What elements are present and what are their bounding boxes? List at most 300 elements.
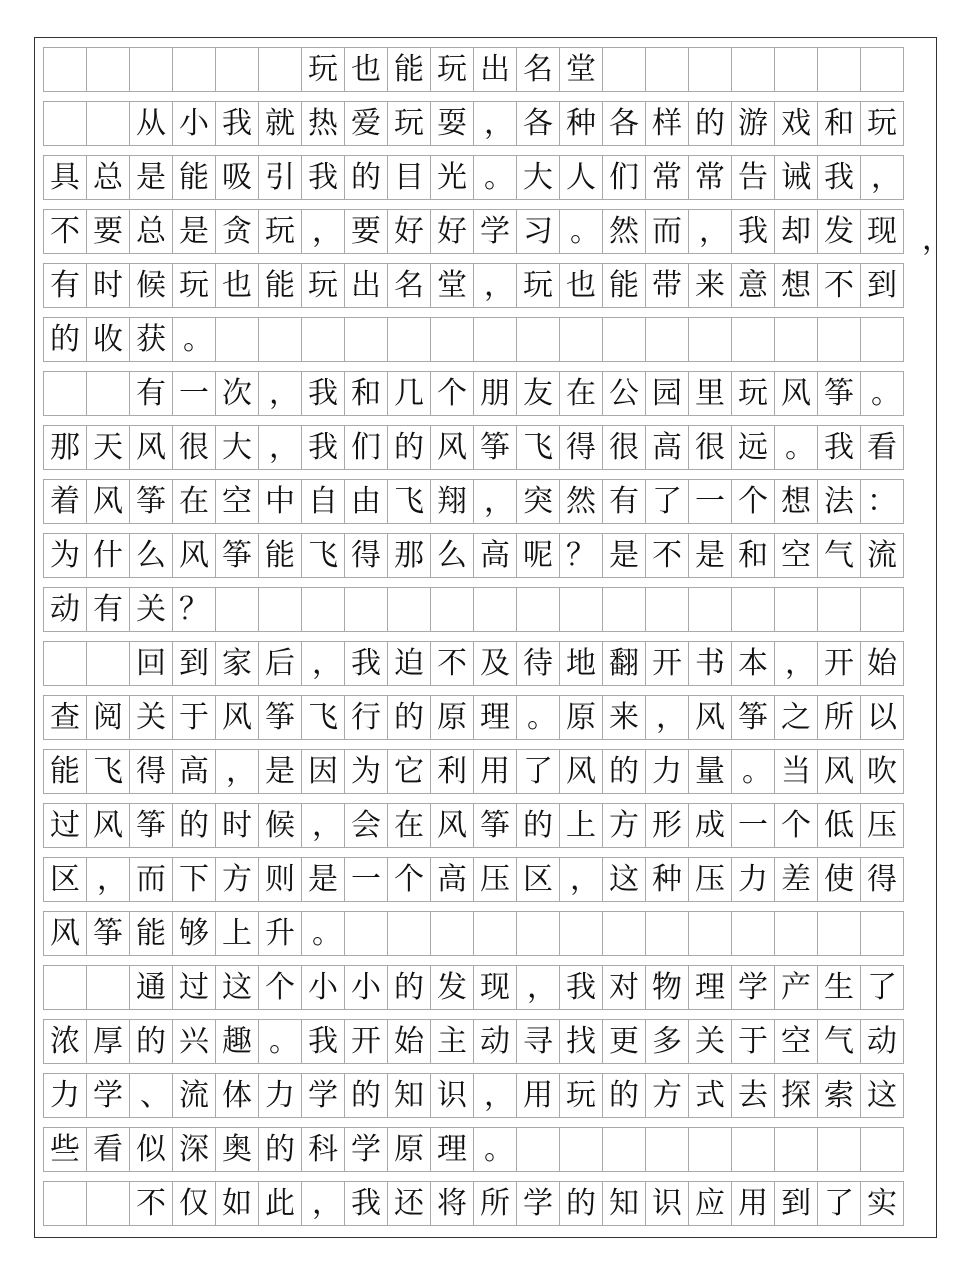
grid-cell: 趣	[215, 1019, 259, 1064]
grid-cell: 的	[602, 749, 646, 794]
grid-cell: 和	[731, 533, 775, 578]
grid-cell	[387, 911, 431, 956]
grid-cell: 高	[645, 425, 689, 470]
grid-cell: 所	[473, 1181, 517, 1226]
grid-cell: 下	[172, 857, 216, 902]
text-row	[43, 587, 903, 632]
grid-cell: 以	[860, 695, 904, 740]
grid-cell: 学	[344, 1127, 388, 1172]
grid-cell: 的	[344, 1073, 388, 1118]
grid-cell: 到	[172, 641, 216, 686]
grid-cell: 物	[645, 965, 689, 1010]
grid-cell: 。	[301, 911, 345, 956]
grid-cell: 园	[645, 371, 689, 416]
grid-cell: 来	[688, 263, 732, 308]
grid-cell: 吹	[860, 749, 904, 794]
grid-cell	[731, 47, 775, 92]
grid-cell: ？	[559, 533, 603, 578]
grid-cell: 好	[430, 209, 474, 254]
grid-cell: 一	[172, 371, 216, 416]
grid-cell: 用	[731, 1181, 775, 1226]
grid-cell	[731, 1127, 775, 1172]
grid-cell: 方	[645, 1073, 689, 1118]
grid-cell	[774, 1127, 818, 1172]
grid-cell: 这	[860, 1073, 904, 1118]
grid-cell: 风	[688, 695, 732, 740]
grid-cell: 戏	[774, 101, 818, 146]
grid-cell: 能	[602, 263, 646, 308]
grid-cell: 力	[43, 1073, 87, 1118]
grid-cell	[215, 317, 259, 362]
grid-cell: 吸	[215, 155, 259, 200]
grid-cell: 压	[860, 803, 904, 848]
grid-cell	[516, 317, 560, 362]
grid-cell: 开	[817, 641, 861, 686]
grid-cell	[86, 1181, 130, 1226]
grid-cell: 能	[129, 911, 173, 956]
grid-cell: 们	[602, 155, 646, 200]
grid-cell: 贪	[215, 209, 259, 254]
grid-cell: 的	[387, 695, 431, 740]
grid-cell: ，	[645, 695, 689, 740]
grid-cell: 着	[43, 479, 87, 524]
grid-cell: 我	[817, 155, 861, 200]
grid-cell: 深	[172, 1127, 216, 1172]
grid-cell: 获	[129, 317, 173, 362]
grid-cell: 看	[86, 1127, 130, 1172]
grid-cell	[645, 587, 689, 632]
grid-cell: 也	[559, 263, 603, 308]
grid-cell: 它	[387, 749, 431, 794]
grid-cell: 玩	[301, 47, 345, 92]
grid-cell: 现	[860, 209, 904, 254]
grid-cell: 那	[387, 533, 431, 578]
grid-cell: 小	[172, 101, 216, 146]
grid-cell: ，	[473, 101, 517, 146]
grid-cell: 要	[344, 209, 388, 254]
grid-cell: ，	[301, 641, 345, 686]
grid-cell: 不	[645, 533, 689, 578]
grid-cell: 友	[516, 371, 560, 416]
grid-cell: 。	[731, 749, 775, 794]
grid-cell: 玩	[172, 263, 216, 308]
grid-cell: 风	[172, 533, 216, 578]
grid-cell: 方	[215, 857, 259, 902]
grid-cell	[43, 101, 87, 146]
grid-cell: 次	[215, 371, 259, 416]
grid-cell: 玩	[258, 209, 302, 254]
grid-cell: 风	[215, 695, 259, 740]
grid-cell: 风	[129, 425, 173, 470]
grid-cell: 如	[215, 1181, 259, 1226]
grid-cell: 动	[43, 587, 87, 632]
grid-cell: 堂	[430, 263, 474, 308]
grid-cell	[516, 587, 560, 632]
grid-cell: 能	[387, 47, 431, 92]
grid-cell: 筝	[215, 533, 259, 578]
grid-cell: 是	[301, 857, 345, 902]
text-row	[43, 155, 903, 200]
grid-cell: 是	[258, 749, 302, 794]
grid-cell: 现	[473, 965, 517, 1010]
grid-cell: 所	[817, 695, 861, 740]
grid-cell: 中	[258, 479, 302, 524]
grid-cell: 去	[731, 1073, 775, 1118]
grid-cell: 能	[258, 533, 302, 578]
grid-cell: 筝	[258, 695, 302, 740]
grid-cell	[473, 317, 517, 362]
grid-cell: 翔	[430, 479, 474, 524]
grid-cell: 由	[344, 479, 388, 524]
text-row	[43, 857, 903, 902]
grid-cell: 开	[344, 1019, 388, 1064]
grid-cell: 种	[559, 101, 603, 146]
grid-cell: 候	[129, 263, 173, 308]
grid-cell	[731, 911, 775, 956]
grid-cell: 是	[688, 533, 732, 578]
grid-cell: 意	[731, 263, 775, 308]
grid-cell: 找	[559, 1019, 603, 1064]
grid-cell: 开	[645, 641, 689, 686]
grid-cell: 知	[387, 1073, 431, 1118]
grid-cell	[86, 965, 130, 1010]
grid-cell: 体	[215, 1073, 259, 1118]
grid-cell: 热	[301, 101, 345, 146]
grid-cell	[129, 47, 173, 92]
grid-cell: 飞	[301, 695, 345, 740]
grid-cell: 风	[43, 911, 87, 956]
grid-cell: 理	[473, 695, 517, 740]
grid-cell: 我	[215, 101, 259, 146]
grid-cell: 流	[172, 1073, 216, 1118]
grid-cell	[473, 587, 517, 632]
grid-cell: 学	[473, 209, 517, 254]
grid-cell: 关	[129, 695, 173, 740]
grid-cell: 用	[516, 1073, 560, 1118]
grid-cell: ，	[473, 263, 517, 308]
grid-cell: 空	[215, 479, 259, 524]
text-row	[43, 479, 903, 524]
grid-cell: 当	[774, 749, 818, 794]
grid-cell	[559, 587, 603, 632]
grid-cell: 过	[43, 803, 87, 848]
grid-cell: 们	[344, 425, 388, 470]
grid-cell: 天	[86, 425, 130, 470]
grid-cell: 么	[430, 533, 474, 578]
grid-cell: 个	[430, 371, 474, 416]
grid-cell: 是	[172, 209, 216, 254]
grid-cell	[301, 317, 345, 362]
grid-cell: 时	[86, 263, 130, 308]
grid-cell: 本	[731, 641, 775, 686]
grid-cell	[817, 587, 861, 632]
grid-cell: 也	[215, 263, 259, 308]
grid-cell: 小	[344, 965, 388, 1010]
grid-cell: 风	[817, 749, 861, 794]
grid-cell: 筝	[817, 371, 861, 416]
grid-cell	[215, 587, 259, 632]
grid-cell: 收	[86, 317, 130, 362]
grid-cell: ，	[215, 749, 259, 794]
grid-cell: 学	[86, 1073, 130, 1118]
grid-cell: ，	[86, 857, 130, 902]
grid-cell: 力	[731, 857, 775, 902]
grid-cell: 。	[172, 317, 216, 362]
grid-cell: 来	[602, 695, 646, 740]
grid-cell: 关	[129, 587, 173, 632]
grid-cell: 爱	[344, 101, 388, 146]
grid-cell	[645, 47, 689, 92]
grid-cell	[516, 1127, 560, 1172]
text-row	[43, 1019, 903, 1064]
grid-cell	[86, 47, 130, 92]
grid-cell: 书	[688, 641, 732, 686]
grid-cell: 筝	[473, 803, 517, 848]
grid-cell: 实	[860, 1181, 904, 1226]
grid-cell	[860, 317, 904, 362]
grid-cell: 原	[430, 695, 474, 740]
grid-cell: 有	[602, 479, 646, 524]
text-row	[43, 965, 903, 1010]
grid-cell: 使	[817, 857, 861, 902]
grid-cell: 似	[129, 1127, 173, 1172]
grid-cell: 在	[172, 479, 216, 524]
grid-cell: 升	[258, 911, 302, 956]
grid-cell: 风	[559, 749, 603, 794]
grid-cell: 用	[473, 749, 517, 794]
grid-cell: 产	[774, 965, 818, 1010]
grid-cell	[817, 1127, 861, 1172]
grid-cell: 厚	[86, 1019, 130, 1064]
grid-cell: 常	[688, 155, 732, 200]
grid-cell: 筝	[129, 803, 173, 848]
grid-cell: 原	[559, 695, 603, 740]
grid-cell: 时	[215, 803, 259, 848]
grid-cell: 对	[602, 965, 646, 1010]
grid-cell	[817, 47, 861, 92]
grid-cell	[86, 641, 130, 686]
grid-cell: 我	[817, 425, 861, 470]
grid-cell: 各	[602, 101, 646, 146]
grid-cell: 一	[688, 479, 732, 524]
grid-cell: 飞	[86, 749, 130, 794]
grid-cell: 我	[731, 209, 775, 254]
grid-cell: 的	[129, 1019, 173, 1064]
grid-cell	[258, 47, 302, 92]
grid-cell: 动	[473, 1019, 517, 1064]
grid-cell: 的	[344, 155, 388, 200]
grid-cell	[344, 911, 388, 956]
grid-cell: 飞	[387, 479, 431, 524]
grid-cell: 区	[43, 857, 87, 902]
grid-cell: 高	[430, 857, 474, 902]
grid-cell: 够	[172, 911, 216, 956]
grid-cell: 想	[774, 479, 818, 524]
grid-cell: 为	[344, 749, 388, 794]
grid-cell: 高	[172, 749, 216, 794]
grid-cell: 能	[172, 155, 216, 200]
grid-cell: 诫	[774, 155, 818, 200]
grid-cell: 奥	[215, 1127, 259, 1172]
grid-cell: 后	[258, 641, 302, 686]
grid-cell: 不	[817, 263, 861, 308]
grid-cell: 是	[602, 533, 646, 578]
grid-cell	[172, 47, 216, 92]
grid-cell: ？	[172, 587, 216, 632]
grid-cell: 的	[387, 965, 431, 1010]
grid-cell: 不	[43, 209, 87, 254]
grid-cell: 却	[774, 209, 818, 254]
grid-cell: 的	[43, 317, 87, 362]
grid-cell: 始	[860, 641, 904, 686]
grid-cell: 应	[688, 1181, 732, 1226]
grid-cell	[215, 47, 259, 92]
grid-cell: 习	[516, 209, 560, 254]
grid-cell: 然	[602, 209, 646, 254]
text-row	[43, 803, 903, 848]
text-row	[43, 1127, 903, 1172]
grid-cell: 我	[344, 641, 388, 686]
grid-cell	[473, 911, 517, 956]
grid-cell: 则	[258, 857, 302, 902]
grid-cell: ，	[258, 371, 302, 416]
grid-cell: 好	[387, 209, 431, 254]
grid-cell: 理	[688, 965, 732, 1010]
grid-cell	[43, 641, 87, 686]
grid-cell	[559, 1127, 603, 1172]
grid-cell: 飞	[516, 425, 560, 470]
grid-cell: 了	[516, 749, 560, 794]
grid-cell	[301, 587, 345, 632]
grid-cell: 样	[645, 101, 689, 146]
grid-cell: 高	[473, 533, 517, 578]
grid-cell: 个	[731, 479, 775, 524]
grid-cell	[43, 1181, 87, 1226]
grid-cell: 风	[86, 479, 130, 524]
grid-cell: 气	[817, 1019, 861, 1064]
grid-cell: 出	[344, 263, 388, 308]
text-row	[43, 911, 903, 956]
grid-cell: 筝	[86, 911, 130, 956]
grid-cell: ，	[301, 209, 345, 254]
grid-cell: 各	[516, 101, 560, 146]
grid-cell: 得	[344, 533, 388, 578]
grid-cell: 风	[430, 803, 474, 848]
grid-cell: 。	[860, 371, 904, 416]
grid-cell: 我	[301, 1019, 345, 1064]
grid-cell	[86, 371, 130, 416]
grid-cell: 法	[817, 479, 861, 524]
grid-cell: 于	[172, 695, 216, 740]
grid-cell	[731, 587, 775, 632]
grid-cell: 个	[387, 857, 431, 902]
grid-cell: 量	[688, 749, 732, 794]
grid-cell: 带	[645, 263, 689, 308]
grid-cell: 翻	[602, 641, 646, 686]
grid-cell: 的	[559, 1181, 603, 1226]
grid-cell: 大	[215, 425, 259, 470]
grid-cell: 式	[688, 1073, 732, 1118]
grid-cell: 始	[387, 1019, 431, 1064]
grid-cell	[817, 911, 861, 956]
grid-cell: 。	[258, 1019, 302, 1064]
grid-cell: 多	[645, 1019, 689, 1064]
grid-cell: 之	[774, 695, 818, 740]
grid-cell: 些	[43, 1127, 87, 1172]
grid-cell	[817, 317, 861, 362]
grid-cell: 很	[602, 425, 646, 470]
grid-cell: 发	[430, 965, 474, 1010]
grid-cell: 通	[129, 965, 173, 1010]
grid-cell: ，	[688, 209, 732, 254]
text-row	[43, 425, 903, 470]
grid-cell: 出	[473, 47, 517, 92]
text-row	[43, 101, 903, 146]
grid-cell: 从	[129, 101, 173, 146]
grid-cell: 有	[86, 587, 130, 632]
grid-cell: 玩	[860, 101, 904, 146]
text-row	[43, 209, 903, 254]
grid-cell: 回	[129, 641, 173, 686]
grid-cell	[258, 317, 302, 362]
grid-cell: 发	[817, 209, 861, 254]
grid-cell: 我	[559, 965, 603, 1010]
grid-cell	[688, 47, 732, 92]
grid-cell: 为	[43, 533, 87, 578]
grid-cell: 了	[860, 965, 904, 1010]
grid-cell: ，	[860, 155, 904, 200]
grid-cell: 识	[645, 1181, 689, 1226]
grid-cell: 差	[774, 857, 818, 902]
grid-cell: 筝	[731, 695, 775, 740]
grid-cell: 。	[473, 155, 517, 200]
grid-cell	[344, 317, 388, 362]
grid-cell	[602, 47, 646, 92]
grid-cell: 小	[301, 965, 345, 1010]
grid-cell: 识	[430, 1073, 474, 1118]
grid-cell: 有	[43, 263, 87, 308]
grid-cell	[688, 911, 732, 956]
grid-cell: 总	[86, 155, 130, 200]
grid-cell: 。	[473, 1127, 517, 1172]
grid-cell: 、	[129, 1073, 173, 1118]
grid-cell: ，	[516, 965, 560, 1010]
text-row	[43, 533, 903, 578]
grid-cell	[344, 587, 388, 632]
grid-cell	[387, 587, 431, 632]
grid-cell: 名	[516, 47, 560, 92]
grid-cell: 在	[559, 371, 603, 416]
text-row	[43, 371, 903, 416]
grid-cell: 生	[817, 965, 861, 1010]
grid-cell: 力	[258, 1073, 302, 1118]
grid-cell: 的	[387, 425, 431, 470]
grid-cell: 公	[602, 371, 646, 416]
grid-cell: 玩	[430, 47, 474, 92]
grid-cell: 引	[258, 155, 302, 200]
grid-cell: 大	[516, 155, 560, 200]
grid-cell: 玩	[301, 263, 345, 308]
grid-cell: 。	[774, 425, 818, 470]
grid-cell: 不	[129, 1181, 173, 1226]
grid-cell	[430, 911, 474, 956]
grid-cell: 于	[731, 1019, 775, 1064]
grid-cell: 待	[516, 641, 560, 686]
grid-cell: 总	[129, 209, 173, 254]
grid-cell: 堂	[559, 47, 603, 92]
grid-cell	[602, 1127, 646, 1172]
grid-cell	[645, 911, 689, 956]
